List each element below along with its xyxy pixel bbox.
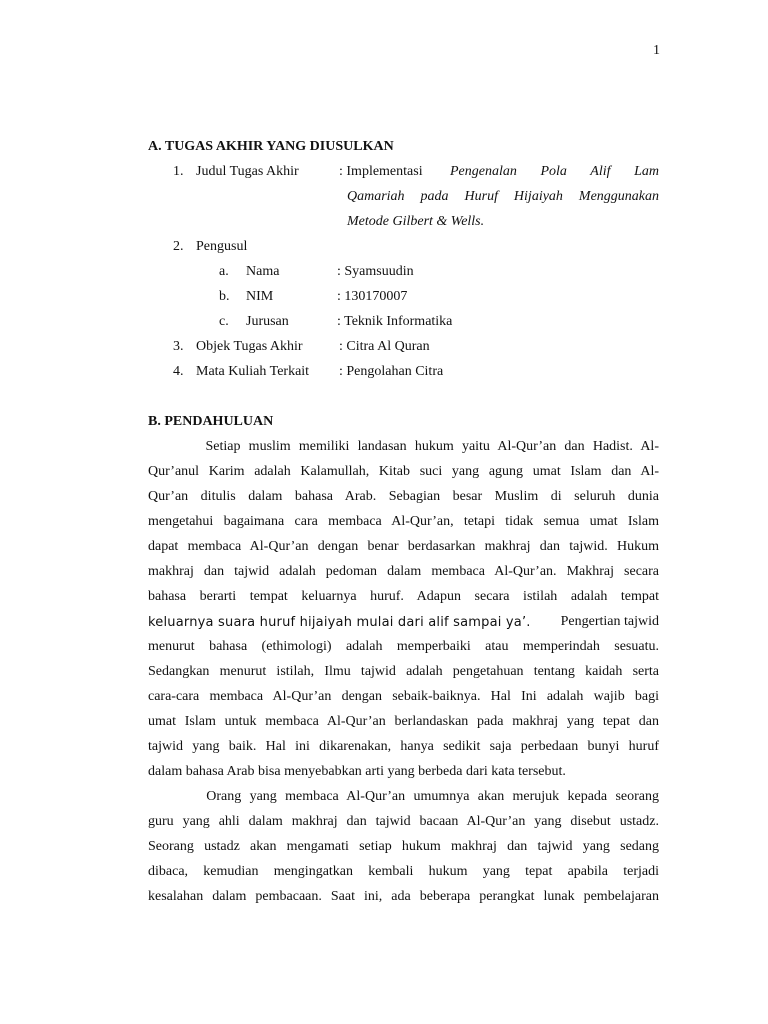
p1-line-8-rest: Pengertian tajwid: [560, 614, 659, 629]
section-b-heading: B. PENDAHULUAN: [148, 414, 274, 429]
sub-c-value: : Teknik Informatika: [337, 314, 453, 329]
sub-a-letter: a.: [219, 264, 229, 279]
page-number: 1: [653, 43, 660, 58]
sub-b-value: : 130170007: [337, 289, 408, 304]
p1-line-8-hand: keluarnya suara huruf hijaiyah mulai dari alif sampai ya’.: [148, 615, 531, 630]
sub-b-letter: b.: [219, 289, 230, 304]
item-3-number: 3.: [173, 339, 184, 354]
p1-line-1: Setiap muslim memiliki landasan hukum yaitu Al-Qur’an dan Hadist. Al-: [148, 439, 659, 454]
p1-line-11: cara-cara membaca Al-Qur’an dengan sebaik-baiknya. Hal Ini adalah wajib bagi: [148, 689, 659, 704]
item-2-label: Pengusul: [196, 239, 248, 254]
section-a-heading: A. TUGAS AKHIR YANG DIUSULKAN: [148, 139, 394, 154]
item-2-number: 2.: [173, 239, 184, 254]
p2-line-3: Seorang ustadz akan mengamati setiap hukum makhraj dan tajwid yang sedang: [148, 839, 659, 854]
title-line-3: Metode Gilbert & Wells.: [347, 214, 485, 229]
sub-a-value: : Syamsuudin: [337, 264, 414, 279]
p2-line-4: dibaca, kemudian mengingatkan kembali hukum yang tepat apabila terjadi: [148, 864, 659, 879]
p1-line-12: umat Islam untuk membaca Al-Qur’an berlandaskan pada makhraj yang tepat dan: [148, 714, 659, 729]
p1-line-3: Qur’an ditulis dalam bahasa Arab. Sebagian besar Muslim di seluruh dunia: [148, 489, 659, 504]
item-1-label: Judul Tugas Akhir: [196, 164, 299, 179]
sub-c-letter: c.: [219, 314, 229, 329]
p1-line-6: makhraj dan tajwid adalah pedoman dalam membaca Al-Qur’an. Makhraj secara: [148, 564, 659, 579]
item-4-label: Mata Kuliah Terkait: [196, 364, 310, 379]
p1-line-9: menurut bahasa (ethimologi) adalah memperbaiki atau memperindah sesuatu.: [148, 639, 659, 654]
item-3-value: : Citra Al Quran: [339, 339, 430, 354]
p2-line-5: kesalahan dalam pembacaan. Saat ini, ada beberapa perangkat lunak pembelajaran: [148, 889, 659, 904]
sub-c-label: Jurusan: [246, 314, 289, 329]
sub-b-label: NIM: [246, 289, 274, 304]
item-1-colon: : Implementasi: [339, 164, 423, 179]
p1-line-5: dapat membaca Al-Qur’an dengan benar berdasarkan makhraj dan tajwid. Hukum: [148, 539, 659, 554]
item-4-number: 4.: [173, 364, 184, 379]
item-3-label: Objek Tugas Akhir: [196, 339, 303, 354]
p1-line-13: tajwid yang baik. Hal ini dikarenakan, hanya sedikit saja perbedaan bunyi huruf: [148, 739, 659, 754]
item-4-value: : Pengolahan Citra: [339, 364, 444, 379]
p1-line-7: bahasa berarti tempat keluarnya huruf. Adapun secara istilah adalah tempat: [148, 589, 659, 604]
sub-a-label: Nama: [246, 264, 280, 279]
p2-line-1: Orang yang membaca Al-Qur’an umumnya akan merujuk kepada seorang: [148, 789, 659, 804]
item-1-number: 1.: [173, 164, 184, 179]
p2-line-2: guru yang ahli dalam makhraj dan tajwid bacaan Al-Qur’an yang disebut ustadz.: [148, 814, 659, 829]
p1-line-14: dalam bahasa Arab bisa menyebabkan arti yang berbeda dari kata tersebut.: [148, 764, 566, 779]
p1-line-2: Qur’anul Karim adalah Kalamullah, Kitab suci yang agung umat Islam dan Al-: [148, 464, 659, 479]
p1-line-4: mengetahui bagaimana cara membaca Al-Qur’an, tetapi tidak semua umat Islam: [148, 514, 659, 529]
title-line-1: Pengenalan Pola Alif Lam: [450, 164, 659, 179]
title-line-2: Qamariah pada Huruf Hijaiyah Menggunakan: [347, 189, 659, 204]
p1-line-10: Sedangkan menurut istilah, Ilmu tajwid adalah pengetahuan tentang kaidah serta: [148, 664, 659, 679]
